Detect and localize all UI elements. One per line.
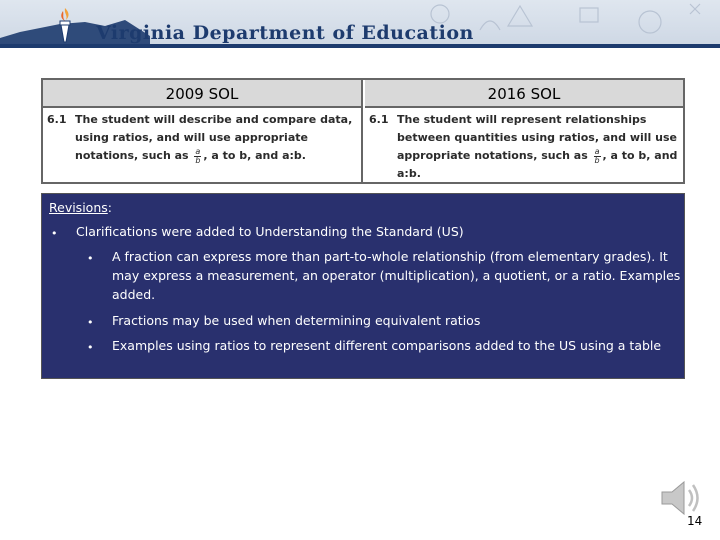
sol-2016-text-main: The student will represent relationships between quantities using ratios, and will use appropriate notations, such as bbox=[397, 113, 677, 162]
fraction-denominator: b bbox=[195, 155, 201, 165]
fraction-numerator: a bbox=[195, 146, 201, 156]
sub-bullet: • bbox=[87, 316, 94, 329]
sol-2016-column bbox=[365, 80, 683, 182]
sol-2016-text-end: , a to b, and a:b. bbox=[397, 149, 678, 180]
sol-2016-text bbox=[397, 111, 679, 183]
sol-2009-number: 6.1 bbox=[47, 113, 67, 126]
header-title: Virginia Department of Education bbox=[96, 22, 474, 44]
header-banner bbox=[0, 0, 720, 48]
fraction-a-over-b bbox=[594, 148, 601, 165]
sol-comparison-table bbox=[41, 78, 685, 184]
fraction-numerator: a bbox=[594, 146, 600, 156]
revisions-colon: : bbox=[107, 200, 112, 215]
sol-2016-cell bbox=[365, 108, 683, 183]
sol-2009-text bbox=[75, 111, 357, 165]
main-bullet-text: Clarifications were added to Understanding the Standard (US) bbox=[76, 224, 464, 239]
sol-2016-heading: 2016 SOL bbox=[365, 80, 683, 108]
sol-2016-number: 6.1 bbox=[369, 113, 389, 126]
torch-logo-icon bbox=[54, 6, 76, 44]
bullet: • bbox=[51, 227, 58, 240]
revisions-label: Revisions bbox=[49, 200, 108, 215]
fraction-denominator: b bbox=[594, 155, 600, 165]
page-number: 14 bbox=[687, 514, 703, 528]
sol-2009-column bbox=[43, 80, 363, 182]
sub-bullet-text-2: Fractions may be used when determining equivalent ratios bbox=[112, 313, 481, 328]
sol-2009-text-end: , a to b, and a:b. bbox=[203, 149, 306, 162]
sol-2009-cell bbox=[43, 108, 361, 165]
sol-2009-heading: 2009 SOL bbox=[43, 80, 361, 108]
fraction-a-over-b bbox=[194, 148, 201, 165]
revisions-heading bbox=[49, 200, 112, 215]
sub-bullet-text-1: A fraction can express more than part-to-whole relationship (from elementary grades). It may express a measurement, an operator (multiplication), a quotient, or a ratio. Examples added. bbox=[112, 249, 681, 302]
sol-2009-text-main: The student will describe and compare data, using ratios, and will use appropriate notations, such as bbox=[75, 113, 353, 162]
sub-bullet: • bbox=[87, 252, 94, 265]
sub-bullet: • bbox=[87, 341, 94, 354]
revisions-panel bbox=[41, 193, 685, 379]
sub-bullet-text-3: Examples using ratios to represent different comparisons added to the US using a table bbox=[112, 338, 662, 353]
header-decoration bbox=[400, 0, 720, 44]
header-rule bbox=[0, 44, 720, 48]
